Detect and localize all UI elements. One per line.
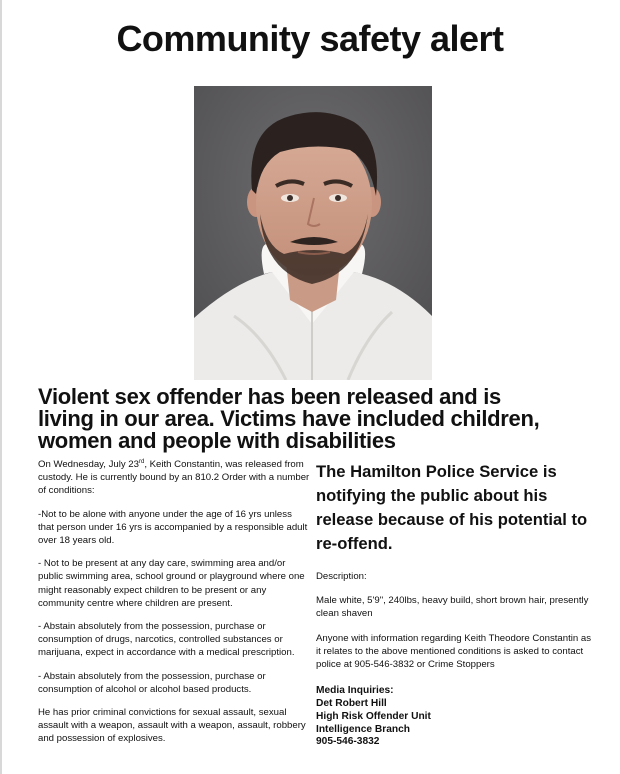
media-unit: High Risk Offender Unit <box>316 710 431 722</box>
release-intro <box>38 458 310 498</box>
media-heading: Media Inquiries: <box>316 685 394 697</box>
media-branch: Intelligence Branch <box>316 723 410 735</box>
offender-photo <box>194 86 432 380</box>
police-statement: The Hamilton Police Service is notifying the public about his release because of his potential to re-offend. <box>316 462 588 553</box>
condition-item: - Abstain absolutely from the possession, purchase or consumption of drugs, narcotics, controlled substances or marijuana, expect in accordance with a medical prescription. <box>38 621 295 659</box>
convictions-text: He has prior criminal convictions for sexual assault, sexual assault with a weapon, assault with a weapon, assault, robbery and possession of explosives. <box>38 707 306 745</box>
condition-item: -Not to be alone with anyone under the age of 16 yrs unless that person under 16 yrs is accompanied by a responsible adult over 18 years old. <box>38 508 308 547</box>
description-text: Male white, 5'9", 240lbs, heavy build, short brown hair, presently clean shaven <box>316 595 589 620</box>
police-notice-column <box>316 460 598 749</box>
page-title: Community safety alert <box>116 18 504 59</box>
headline-line: living in our area. Victims have included children, <box>38 406 540 431</box>
media-phone: 905-546-3832 <box>316 736 380 748</box>
headline-line: women and people with disabilities <box>38 428 396 453</box>
intro-superscript: rd <box>138 458 145 465</box>
intro-text: On Wednesday, July 23 <box>38 459 139 470</box>
media-inquiries <box>316 685 598 749</box>
condition-item: - Abstain absolutely from the possession, purchase or consumption of alcohol or alcohol based products. <box>38 670 266 695</box>
intro-text-continued: , Keith Constantin, was released from custody. He is currently bound by an 810.2 Order with a number of conditions: <box>38 459 310 497</box>
page-edge <box>0 0 2 774</box>
release-details-column <box>38 458 310 756</box>
offender-photo-graphic <box>194 86 432 380</box>
description-label: Description: <box>316 571 367 582</box>
headline-line: Violent sex offender has been released and is <box>38 384 501 409</box>
condition-item: - Not to be present at any day care, swimming area and/or public swimming area, school ground or playground where one might reasonably expect children to be present or any community centre where children are present. <box>38 558 305 609</box>
media-contact-name: Det Robert Hill <box>316 698 387 710</box>
headline <box>38 386 598 452</box>
contact-text: Anyone with information regarding Keith Theodore Constantin as it relates to the above mentioned conditions is asked to contact police at 905-546-3832 or Crime Stoppers <box>316 632 592 671</box>
